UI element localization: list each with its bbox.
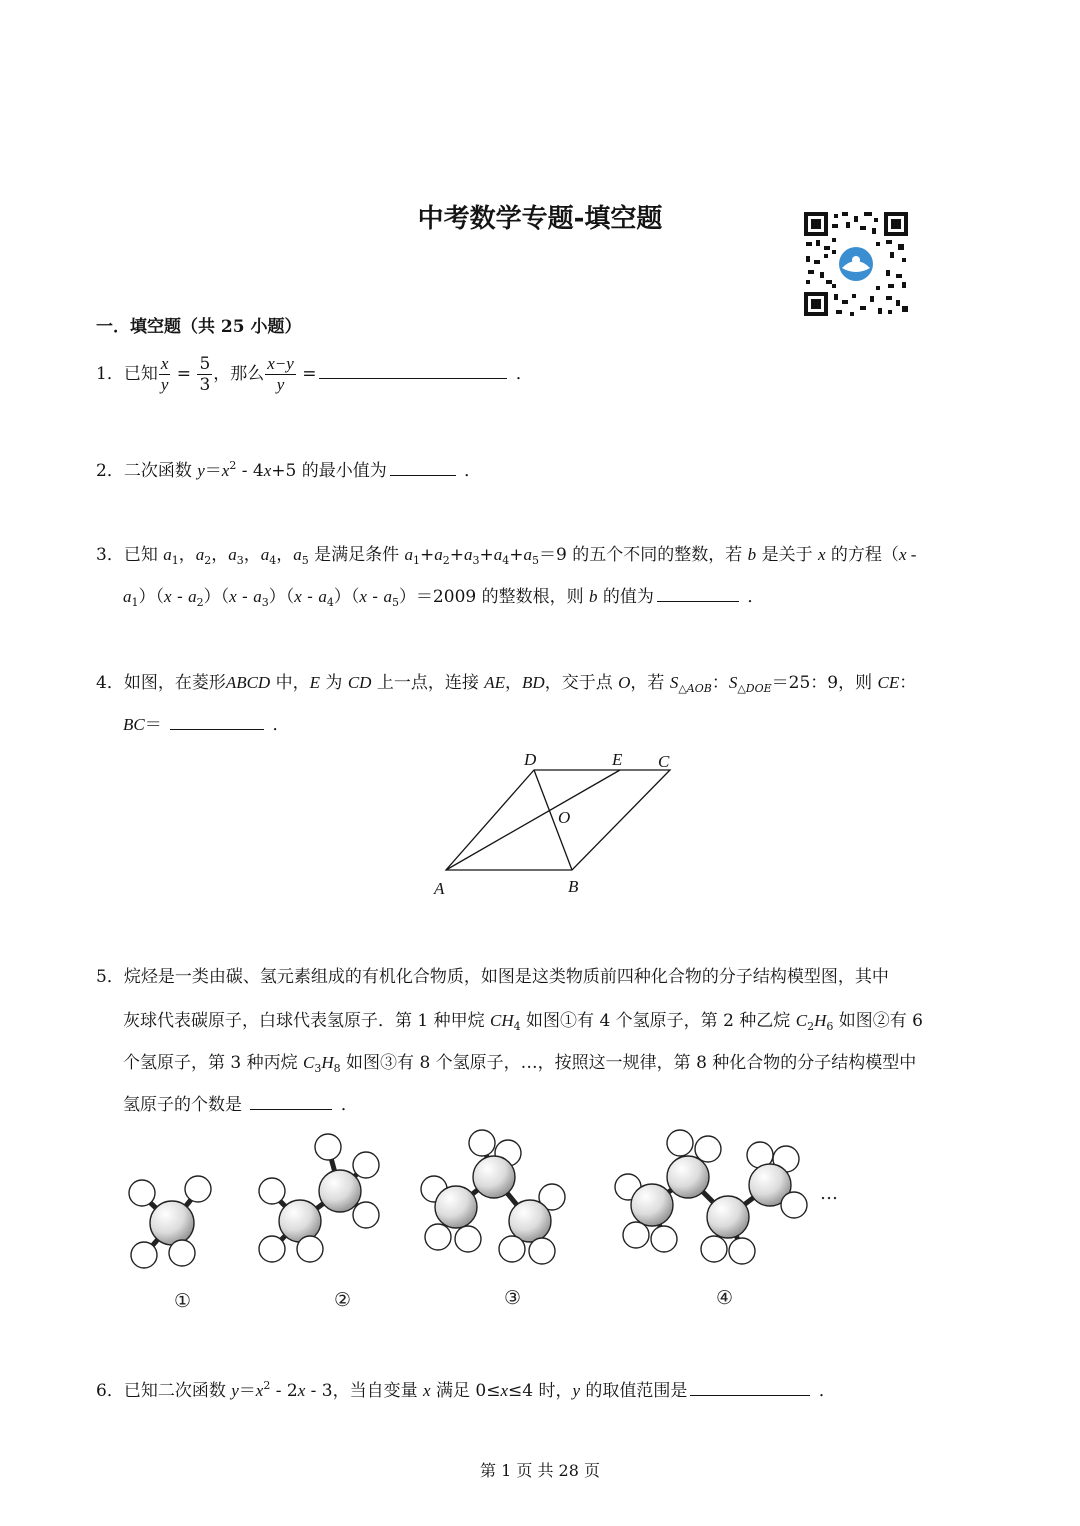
question-3-line-1: 3．已知 $a_1$，$a_2$，$a_3$，$a_4$，$a_5$ 是满足条件 $a_1+a_2+a_3+a_4+a_5=9$ 的五个不同的整数，若 b 是关于 x 的方程（x - xyxy=(96,545,917,567)
rhombus-figure xyxy=(420,745,700,905)
figure-label-3: ③ xyxy=(504,1287,522,1309)
q1-number: 1． xyxy=(96,364,124,384)
label-O: O xyxy=(558,808,571,827)
q1-fraction-x-over-y: $\frac{x}{y}$ xyxy=(160,354,169,394)
question-5-line-2: 灰球代表碳原子，白球代表氢原子．第 1 种甲烷 $CH_4$ 如图①有 4 个氢原子，第 2 种乙烷 $C_2H_6$ 如图②有 6 xyxy=(123,1011,923,1033)
page-footer: 第 1 页 共 28 页 xyxy=(480,1461,600,1480)
q1-prefix: 已知 xyxy=(123,364,158,384)
qr-code[interactable] xyxy=(802,210,910,318)
q5-answer-blank[interactable] xyxy=(250,1095,332,1110)
molecule-2-ethane xyxy=(259,1134,379,1262)
figure-label-4: ④ xyxy=(716,1287,734,1309)
q1-fraction-5-over-3: $\frac{5}{3}$ xyxy=(199,354,211,395)
molecule-3-propane xyxy=(421,1130,565,1264)
label-E: E xyxy=(612,750,623,769)
ellipsis-text: … xyxy=(820,1183,838,1204)
label-B: B xyxy=(568,877,579,896)
qr-code-graphic xyxy=(802,210,910,318)
question-5-line-4: 氢原子的个数是 ． xyxy=(123,1095,358,1115)
q4-answer-blank[interactable] xyxy=(170,715,264,730)
q1-answer-blank[interactable] xyxy=(319,364,507,379)
label-C: C xyxy=(658,752,670,771)
molecule-figures xyxy=(110,1125,870,1325)
q3-answer-blank[interactable] xyxy=(657,587,739,602)
figure-label-2: ② xyxy=(334,1289,352,1311)
q6-answer-blank[interactable] xyxy=(690,1381,810,1396)
molecule-4-butane xyxy=(615,1130,807,1264)
page-title: 中考数学专题-填空题 xyxy=(417,204,663,234)
label-A: A xyxy=(434,879,445,898)
q1-fraction-expression: $\frac{x-y}{y}$ xyxy=(267,354,294,394)
question-2: 2．二次函数 $y=x^2 - 4x+5$ 的最小值为 ． xyxy=(96,459,482,481)
label-D: D xyxy=(524,750,537,769)
molecule-1-methane xyxy=(129,1176,211,1268)
q2-answer-blank[interactable] xyxy=(390,461,456,476)
question-5-line-1: 5．烷烃是一类由碳、氢元素组成的有机化合物质，如图是这类物质前四种化合物的分子结构模型图，其中 xyxy=(96,967,889,987)
question-5-line-3: 个氢原子，第 3 种丙烷 $C_3H_8$ 如图③有 8 个氢原子，…，按照这一规律，第 8 种化合物的分子结构模型中 xyxy=(123,1053,917,1075)
section-heading: 一．填空题（共 25 小题） xyxy=(96,317,302,337)
question-3-line-2: $a_1)(x - a_2)(x - a_3)(x - a_4)(x - a_5)=2009$ 的整数根，则 b 的值为 ． xyxy=(123,587,765,609)
question-6: 6．已知二次函数 $y=x^2 - 2x - 3$，当自变量 x 满足 0≤x≤4 时，y 的取值范围是 ． xyxy=(96,1379,836,1401)
question-4-line-2: BC＝ ． xyxy=(123,715,290,735)
figure-label-1: ① xyxy=(174,1290,192,1312)
question-1: 1．已知 $\frac{x}{y}$ = $\frac{5}{3}$ ，那么 $\frac{x-y}{y}$ = ． xyxy=(96,354,533,395)
segment-AE xyxy=(446,770,620,870)
question-4-line-1: 4．如图，在菱形ABCD 中，E 为 CD 上一点，连接 AE，BD，交于点 O，若 $S_{\triangle AOB}$：$S_{\triangle DOE}=25$：9，则 CE： xyxy=(96,673,917,695)
